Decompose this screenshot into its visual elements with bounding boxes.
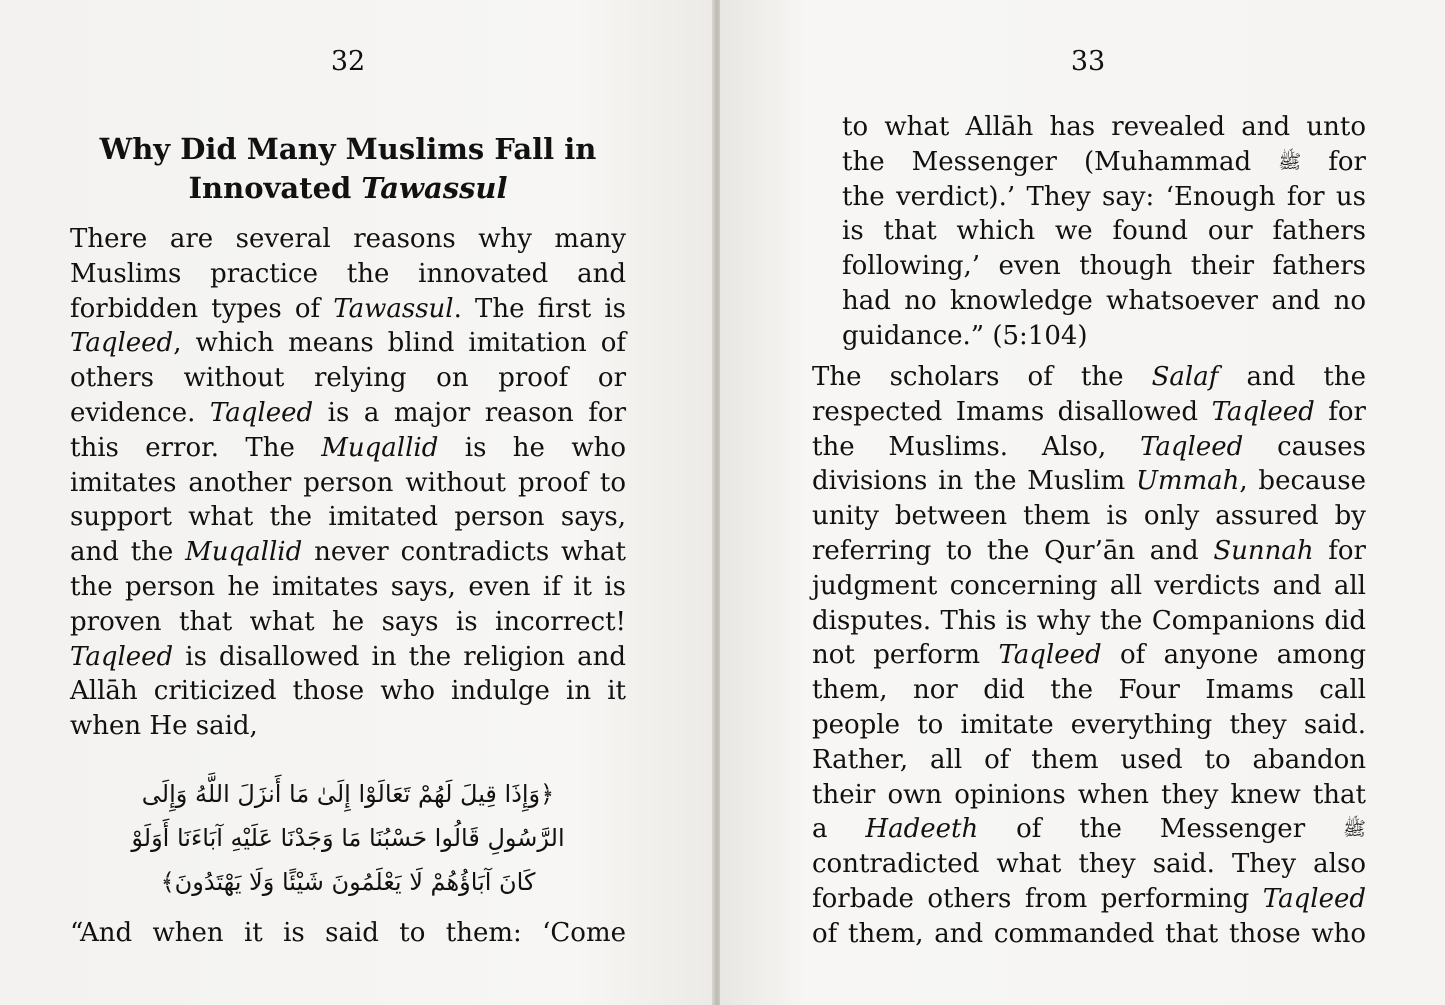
text-line: the verdict).’ They say: ‘Enough for us [842, 181, 1366, 212]
text-line: a Hadeeth of the Messenger ﷺ [812, 814, 1366, 845]
text-line: had no knowledge whatsoever and no [842, 285, 1366, 316]
arabic-verse [70, 772, 626, 904]
text-line: The scholars of the Salaf and the [812, 362, 1367, 392]
text-line: their own opinions when they knew that [812, 779, 1366, 810]
text-line: There are several reasons why many [70, 224, 626, 254]
text-line: “And when it is said to them: ‘Come [70, 918, 626, 948]
text-line: Allāh criticized those who indulge in it [70, 676, 626, 707]
text-line: Muslims practice the innovated and [70, 258, 626, 289]
text-line: judgment concerning all verdicts and all [812, 570, 1366, 601]
page-number-left: 32 [330, 46, 366, 77]
arabic-line: كَانَ آبَاؤُهُمْ لَا يَعْلَمُونَ شَيْئًا وَلَا يَهْتَدُونَ﴾ [160, 868, 536, 896]
verse-translation [842, 110, 1366, 354]
text-line: Taqleed, which means blind imitation of [70, 328, 626, 359]
text-line: following,’ even though their fathers [842, 251, 1366, 282]
left-body-text [70, 222, 626, 744]
title-line-2-italic: Tawassul [361, 171, 508, 205]
text-line: imitates another person without proof to [70, 467, 626, 498]
left-page [0, 0, 716, 1005]
title-line-1: Why Did Many Muslims Fall in [99, 132, 597, 166]
text-line: when He said, [70, 711, 258, 742]
text-line: the Messenger (Muhammad ﷺ for [842, 146, 1366, 177]
text-line: divisions in the Muslim Ummah, because [812, 466, 1366, 497]
text-line: disputes. This is why the Companions did [812, 605, 1366, 636]
text-line: and the Muqallid never contradicts what [70, 537, 627, 568]
text-line: unity between them is only assured by [812, 501, 1366, 532]
text-line: the Muslims. Also, Taqleed causes [812, 431, 1366, 462]
salutation-glyph: ﷺ [1278, 150, 1302, 173]
right-body-text [812, 360, 1366, 952]
text-line: to what Allāh has revealed and unto [842, 112, 1366, 142]
text-line: forbidden types of Tawassul. The first is [70, 293, 626, 324]
text-line: not perform Taqleed of anyone among [812, 640, 1366, 671]
section-title [70, 130, 626, 208]
text-line: evidence. Taqleed is a major reason for [70, 397, 626, 428]
salutation-glyph: ﷺ [1343, 818, 1366, 841]
left-closing-text [70, 916, 626, 951]
text-line: respected Imams disallowed Taqleed for [812, 396, 1366, 427]
arabic-line: الرَّسُولِ قَالُوا حَسْبُنَا مَا وَجَدْنَا عَلَيْهِ آبَاءَنَا أَوَلَوْ [131, 824, 565, 852]
arabic-line: ﴿وَإِذَا قِيلَ لَهُمْ تَعَالَوْا إِلَىٰ مَا أَنزَلَ اللَّهُ وَإِلَى [141, 780, 555, 808]
text-line: them, nor did the Four Imams call [812, 675, 1366, 706]
text-line: support what the imitated person says, [70, 502, 626, 533]
text-line: referring to the Qur’ān and Sunnah for [812, 535, 1366, 566]
text-line: this error. The Muqallid is he who [70, 432, 626, 463]
text-line: is that which we found our fathers [842, 216, 1366, 247]
title-line-2-prefix: Innovated [188, 171, 362, 205]
text-line: forbade others from performing Taqleed [812, 883, 1366, 914]
text-line: of them, and commanded that those who [812, 918, 1366, 949]
text-line: Rather, all of them used to abandon [812, 744, 1366, 775]
text-line: contradicted what they said. They also [812, 849, 1366, 880]
text-line: the person he imitates says, even if it is [70, 571, 626, 602]
page-number-right: 33 [1070, 46, 1106, 77]
text-line: others without relying on proof or [70, 363, 626, 394]
text-line: people to imitate everything they said. [812, 709, 1366, 740]
text-line: Taqleed is disallowed in the religion and [70, 641, 626, 672]
text-line: proven that what he says is incorrect! [70, 606, 626, 637]
text-line: guidance.” (5:104) [842, 320, 1088, 351]
